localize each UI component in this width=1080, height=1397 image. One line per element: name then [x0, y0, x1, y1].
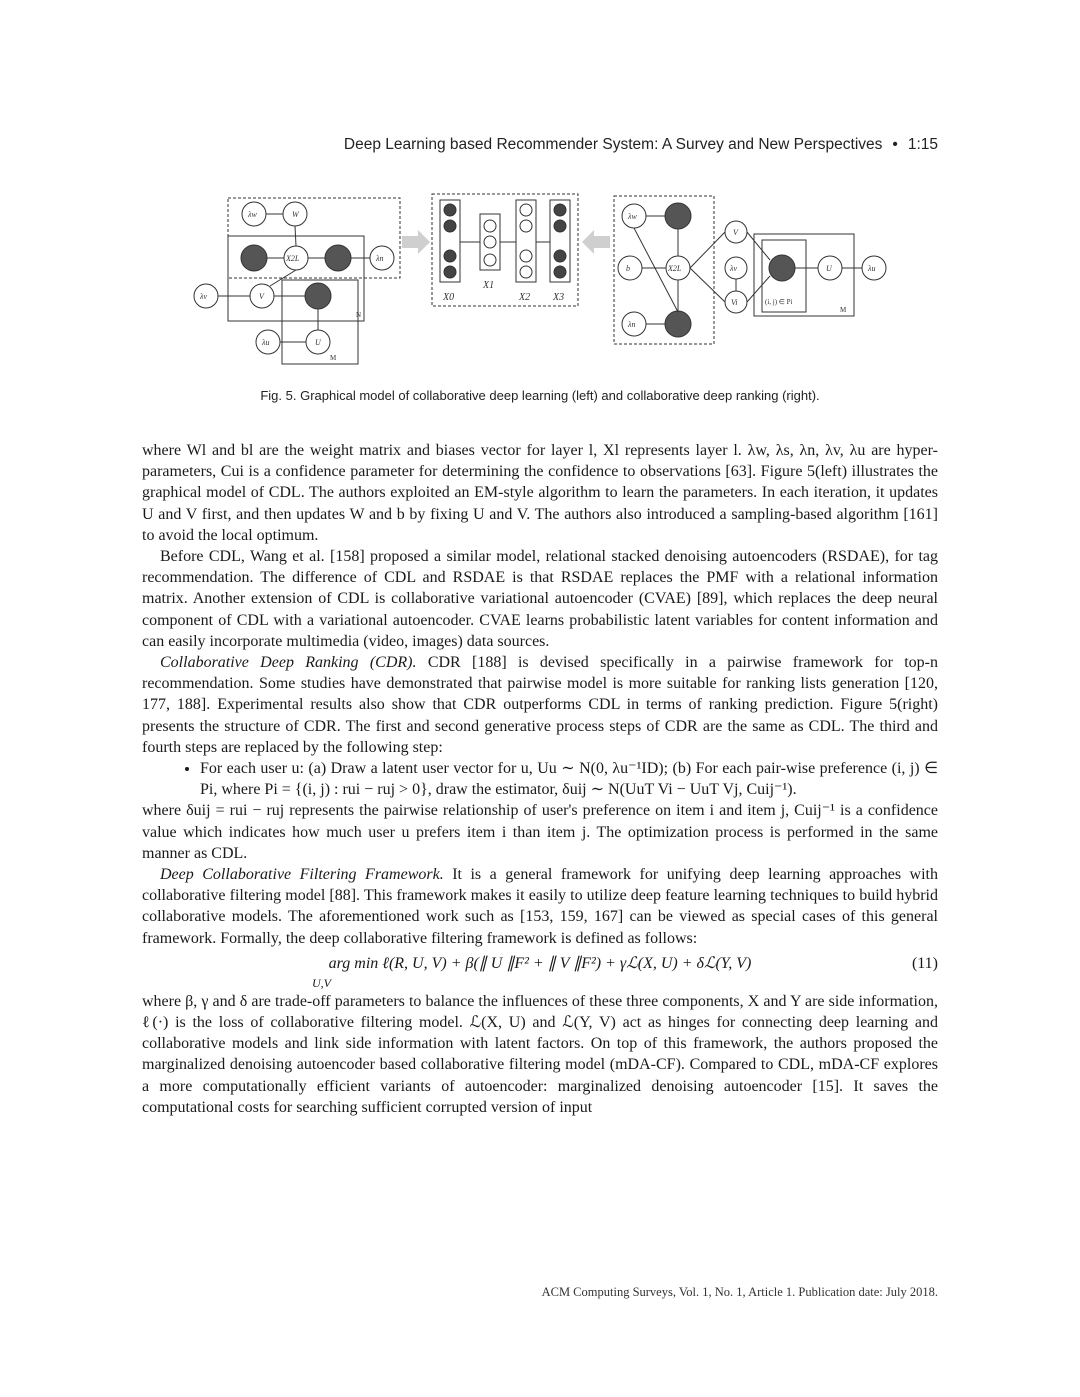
bullet-list	[142, 758, 938, 800]
paragraph-4: where δuij = rui − ruj represents the pairwise relationship of user's preference on item i and item j, Cuij⁻¹ is a confidence value which indicates how much user u prefers item i than item j. The optimization process is performed in the same manner as CDL.	[142, 802, 938, 862]
label-r-Vi: Vi	[731, 298, 738, 307]
label-lw: λw	[248, 210, 257, 219]
paragraph-5	[142, 864, 938, 949]
label-lu: λu	[262, 338, 270, 347]
label-V: V	[259, 292, 264, 301]
paragraph-5-text: It is a general framework for unifying deep learning approaches with collaborative filtering model [88]. This framework makes it easily to utilize deep feature learning techniques to build hybrid collaborative models. The aforementioned work such as [153, 159, 167] can be viewed as special cases of this general framework. Formally, the deep collaborative filtering framework is defined as follows:	[142, 866, 938, 947]
label-r-lu: λu	[868, 264, 876, 273]
label-x1: X1	[483, 280, 495, 291]
label-U: U	[315, 338, 321, 347]
label-x3: X3	[553, 292, 565, 303]
label-r-X2L: X2L	[668, 264, 682, 273]
label-x2: X2	[519, 292, 531, 303]
label-r-pair: (i, j) ∈ Pi	[765, 298, 793, 306]
figure-5-graphic	[190, 188, 890, 368]
node-rdelta	[769, 255, 795, 281]
body-text	[142, 440, 938, 1118]
header-title: Deep Learning based Recommender System: A Survey and New Perspectives	[343, 136, 883, 153]
header-separator: •	[892, 136, 898, 153]
label-plate-M: M	[330, 354, 337, 362]
equation-number: (11)	[911, 954, 938, 972]
paragraph-2: Before CDL, Wang et al. [158] proposed a similar model, relational stacked denoising autoencoders (RSDAE), for tag recommendation. The difference of CDL and RSDAE is that RSDAE replaces the PMF with a relational information matrix. Another extension of CDL is collaborative variational autoencoder (CVAE) [89], which replaces the deep neural component of CDL with a variational autoencoder. CVAE learns probabilistic latent variables for content information and can easily incorporate multimedia (video, images) data sources.	[142, 548, 938, 650]
node-Xc	[325, 245, 351, 271]
figure-5	[190, 188, 890, 368]
equation-expression: arg min ℓ(R, U, V) + β(∥ U ∥F² + ∥ V ∥F²) + γℒ(X, U) + δℒ(Y, V)	[328, 954, 752, 972]
paragraph-3	[142, 652, 938, 758]
label-r-ln: λn	[628, 320, 636, 329]
node-rW	[665, 203, 691, 229]
label-X2L: X2L	[286, 254, 300, 263]
equation-11	[142, 951, 938, 991]
node-X0	[241, 245, 267, 271]
node-rS	[665, 311, 691, 337]
label-ln-left: λn	[376, 254, 384, 263]
arrow-left-shape	[582, 230, 610, 254]
paragraph-6: where β, γ and δ are trade-off parameters to balance the influences of these three components, X and Y are side information, ℓ(·) is the loss of collaborative filtering model. ℒ(X, U) and ℒ(Y, V) act as hinges for connecting deep learning and collaborative models and link side information with latent factors. On top of this framework, the authors proposed the marginalized denoising autoencoder based collaborative filtering model (mDA-CF). Compared to CDL, mDA-CF explores a more computationally efficient variants of autoencoder: marginalized denoising autoencoder [15]. It saves the computational costs for searching sufficient corrupted version of input	[142, 992, 938, 1116]
paragraph-3-text: CDR [188] is devised specifically in a pairwise framework for top-n recommendation. Some studies have demonstrated that pairwise model is more suitable for ranking lists generation [120, 177, 188]. Experimental results also show that CDR outperforms CDL in terms of ranking prediction. Figure 5(right) presents the structure of CDR. The first and second generative process steps of CDR are the same as CDL. The third and fourth steps are replaced by the following step:	[142, 654, 938, 756]
equation-subscript: U,V	[312, 975, 331, 990]
page-number: 1:15	[907, 136, 938, 153]
label-plate-N: N	[356, 311, 362, 319]
layer-X2	[516, 200, 536, 282]
label-lv: λv	[200, 292, 208, 301]
running-header	[142, 136, 938, 154]
label-r-V: V	[733, 228, 738, 237]
bullet-item: • For each user u: (a) Draw a latent user vector for u, Uu ∼ N(0, λu⁻¹ID); (b) For each pair-wise preference (i, j) ∈ Pi, where Pi = {(i, j) : rui − ruj > 0}, draw the estimator, δuij ∼ N(UuT Vi − UuT Vj, Cuij⁻¹).	[200, 758, 938, 800]
label-r-U: U	[826, 264, 832, 273]
label-W: W	[292, 210, 299, 219]
label-r-lv: λv	[730, 264, 738, 273]
node-rb	[618, 256, 642, 280]
cdr-heading: Collaborative Deep Ranking (CDR).	[160, 654, 417, 672]
dcf-heading: Deep Collaborative Filtering Framework.	[160, 866, 444, 884]
arrow-right-shape	[402, 230, 430, 254]
label-r-plate-M: M	[840, 306, 847, 314]
paragraph-1: where Wl and bl are the weight matrix and biases vector for layer l, Xl represents layer l. λw, λs, λn, λv, λu are hyper-parameters, Cui is a confidence parameter for determining the confidence to observations [63]. Figure 5(left) illustrates the graphical model of CDL. The authors exploited an EM-style algorithm to learn the parameters. In each iteration, it updates U and V first, and then updates W and b by fixing U and V. The authors also introduced a sampling-based algorithm [161] to avoid the local optimum.	[142, 442, 938, 544]
label-x0: X0	[443, 292, 455, 303]
node-R	[305, 283, 331, 309]
label-r-lw: λw	[628, 212, 637, 221]
layer-X1	[480, 214, 500, 270]
figure-caption: Fig. 5. Graphical model of collaborative deep learning (left) and collaborative deep ranking (right).	[260, 388, 820, 403]
page-footer: ACM Computing Surveys, Vol. 1, No. 1, Article 1. Publication date: July 2018.	[541, 1285, 938, 1299]
label-r-b: b	[626, 264, 630, 273]
